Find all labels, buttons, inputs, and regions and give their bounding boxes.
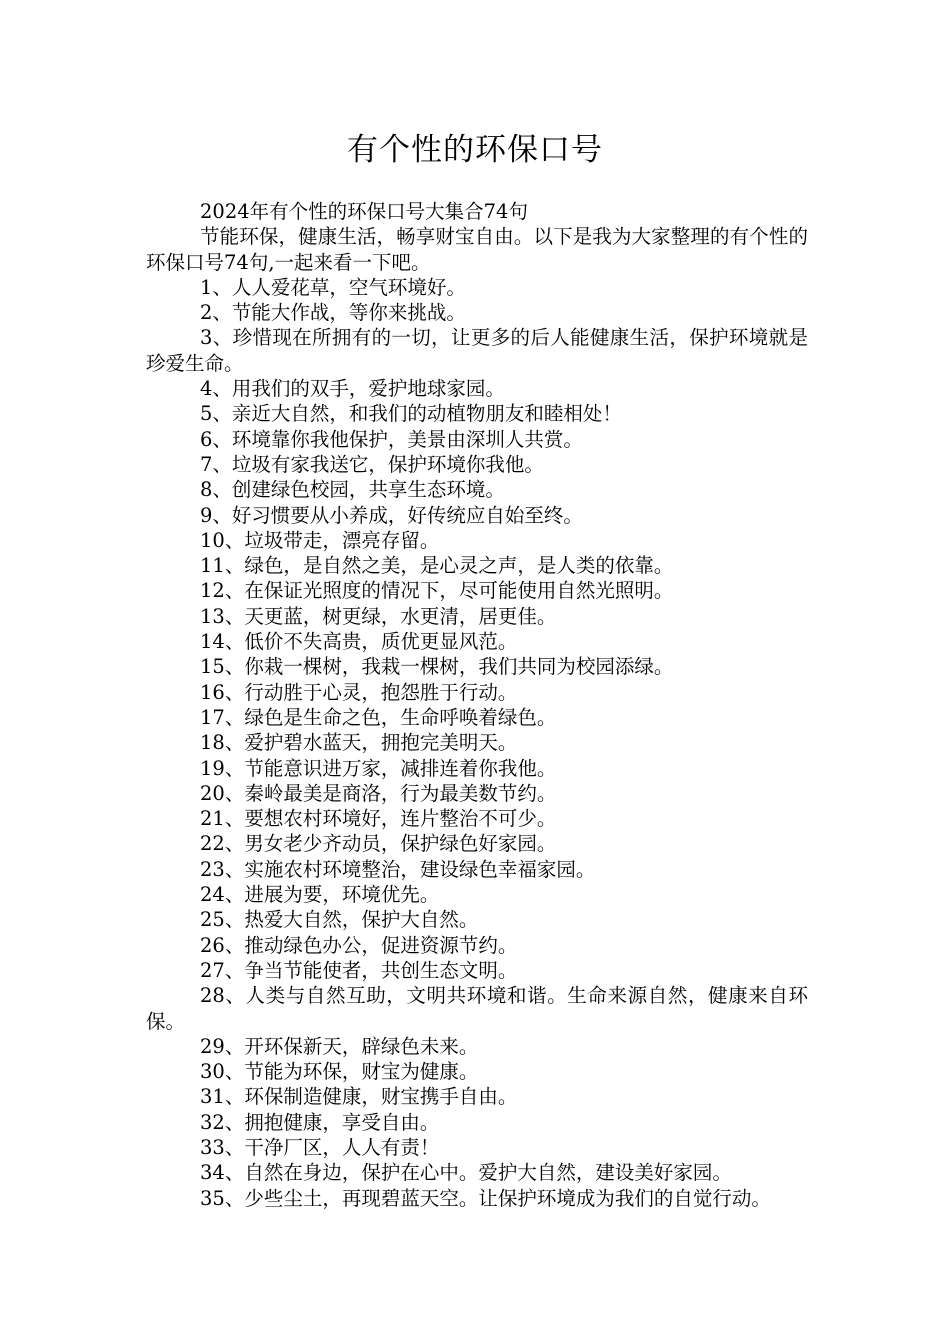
page-title: 有个性的环保口号 — [347, 132, 603, 168]
slogan-item: 26、推动绿色办公，促进资源节约。 — [200, 933, 518, 957]
slogan-item: 29、开环保新天，辟绿色未来。 — [200, 1034, 479, 1058]
slogan-item: 12、在保证光照度的情况下，尽可能使用自然光照明。 — [200, 579, 674, 603]
slogan-item: 9、好习惯要从小养成，好传统应自始至终。 — [200, 503, 583, 527]
slogan-item: 32、拥抱健康，享受自由。 — [200, 1110, 440, 1134]
slogan-item: 15、你栽一棵树，我栽一棵树，我们共同为校园添绿。 — [200, 655, 674, 679]
slogan-item: 21、要想农村环境好，连片整治不可少。 — [200, 807, 557, 831]
slogan-item: 11、绿色，是自然之美，是心灵之声，是人类的依靠。 — [200, 554, 674, 578]
slogan-item: 14、低价不失高贵，质优更显风范。 — [200, 630, 518, 654]
slogan-item: 24、进展为要，环境优先。 — [200, 883, 440, 907]
subtitle-paragraph: 2024年有个性的环保口号大集合74句 — [200, 200, 528, 223]
slogan-item: 22、男女老少齐动员，保护绿色好家园。 — [200, 832, 557, 856]
slogan-item: 1、人人爱花草，空气环境好。 — [200, 275, 466, 299]
slogan-item: 8、创建绿色校园，共享生态环境。 — [200, 478, 505, 502]
slogan-item: 23、实施农村环境整治，建设绿色幸福家园。 — [200, 857, 596, 881]
slogan-item: 3、珍惜现在所拥有的一切，让更多的后人能健康生活，保护环境就是珍爱生命。 — [146, 326, 808, 375]
slogan-item: 35、少些尘土，再现碧蓝天空。让保护环境成为我们的自觉行动。 — [200, 1186, 771, 1210]
slogan-item: 20、秦岭最美是商洛，行为最美数节约。 — [200, 781, 557, 805]
slogan-item: 6、环境靠你我他保护，美景由深圳人共赏。 — [200, 427, 583, 451]
intro-paragraph: 节能环保，健康生活，畅享财宝自由。以下是我为大家整理的有个性的环保口号74句,一起来看一下吧。 — [146, 225, 808, 274]
slogan-item: 30、节能为环保，财宝为健康。 — [200, 1060, 479, 1084]
slogan-item: 28、人类与自然互助，文明共环境和谐。生命来源自然，健康来自环保。 — [146, 984, 808, 1033]
slogan-item: 10、垃圾带走，漂亮存留。 — [200, 528, 440, 552]
slogan-item: 19、节能意识进万家，减排连着你我他。 — [200, 756, 557, 780]
document-body — [146, 199, 808, 1211]
slogan-item: 34、自然在身边，保护在心中。爱护大自然，建设美好家园。 — [200, 1161, 732, 1185]
slogan-item: 16、行动胜于心灵，抱怨胜于行动。 — [200, 680, 518, 704]
slogan-item: 31、环保制造健康，财宝携手自由。 — [200, 1085, 518, 1109]
slogan-item: 17、绿色是生命之色，生命呼唤着绿色。 — [200, 705, 557, 729]
slogan-item: 33、干净厂区，人人有责！ — [200, 1135, 440, 1159]
slogan-item: 7、垃圾有家我送它，保护环境你我他。 — [200, 452, 544, 476]
slogan-item: 4、用我们的双手，爱护地球家园。 — [200, 377, 505, 401]
slogan-item: 25、热爱大自然，保护大自然。 — [200, 908, 479, 932]
slogan-item: 18、爱护碧水蓝天，拥抱完美明天。 — [200, 731, 518, 755]
slogan-item: 13、天更蓝，树更绿，水更清，居更佳。 — [200, 604, 557, 628]
slogan-item: 27、争当节能使者，共创生态文明。 — [200, 958, 518, 982]
slogan-item: 5、亲近大自然，和我们的动植物朋友和睦相处！ — [200, 402, 622, 426]
slogan-item: 2、节能大作战，等你来挑战。 — [200, 301, 466, 325]
